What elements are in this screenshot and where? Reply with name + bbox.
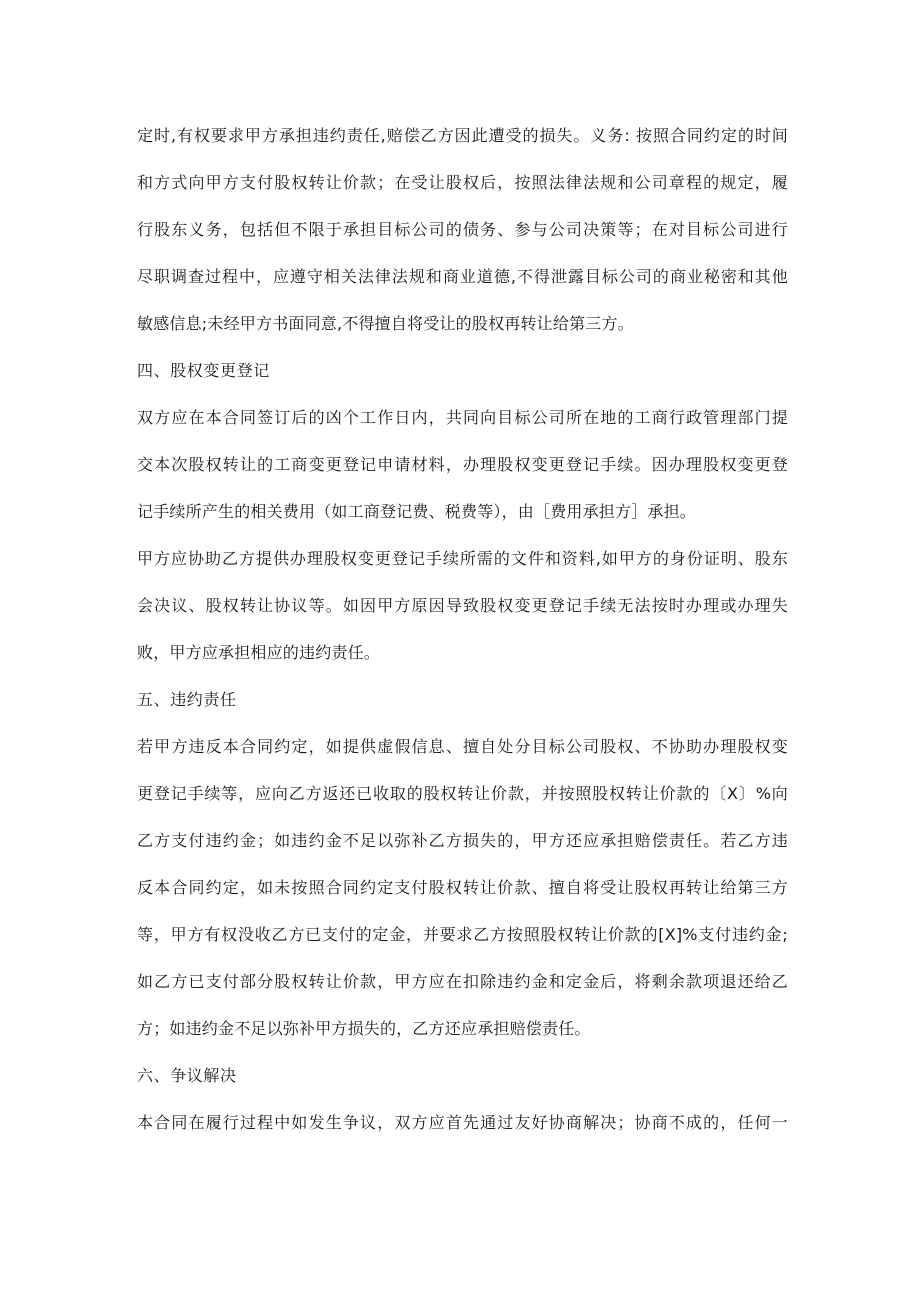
text-line: 如乙方已支付部分股权转让价款，甲方应在扣除违约金和定金后，将剩余款项退还给乙 <box>137 972 788 991</box>
text-line: 反本合同约定，如未按照合同约定支付股权转让价款、擅自将受让股权再转让给第三方 <box>137 878 788 897</box>
text-line: 方；如违约金不足以弥补甲方损失的，乙方还应承担赔偿责任。 <box>137 1019 591 1038</box>
text-line: 会决议、股权转让协议等。如因甲方原因导致股权变更登记手续无法按时办理或办理失 <box>137 596 788 615</box>
text-line: 本合同在履行过程中如发生争议，双方应首先通过友好协商解决；协商不成的，任何一 <box>137 1113 788 1132</box>
text-line: 甲方应协助乙方提供办理股权变更登记手续所需的文件和资料,如甲方的身份证明、股东 <box>137 549 788 568</box>
text-line: 尽职调查过程中，应遵守相关法律法规和商业道德,不得泄露目标公司的商业秘密和其他 <box>137 267 788 286</box>
text-line: 更登记手续等，应向乙方返还已收取的股权转让价款，并按照股权转让价款的〔X〕%向 <box>137 784 788 803</box>
section-heading: 五、违约责任 <box>137 690 237 709</box>
document-body <box>137 112 788 1146</box>
section-heading: 四、股权变更登记 <box>137 361 270 380</box>
section-heading: 六、争议解决 <box>137 1066 237 1085</box>
text-line: 定时,有权要求甲方承担违约责任,赔偿乙方因此遭受的损失。义务: 按照合同约定的时间 <box>137 126 788 145</box>
text-line: 敏感信息;未经甲方书面同意,不得擅自将受让的股权再转让给第三方。 <box>137 314 634 333</box>
text-line: 等，甲方有权没收乙方已支付的定金，并要求乙方按照股权转让价款的[X]%支付违约金; <box>137 925 788 944</box>
text-line: 乙方支付违约金；如违约金不足以弥补乙方损失的，甲方还应承担赔偿责任。若乙方违 <box>137 831 788 850</box>
text-line: 双方应在本合同签订后的凶个工作日内，共同向目标公司所在地的工商行政管理部门提 <box>137 408 788 427</box>
text-line: 败，甲方应承担相应的违约责任。 <box>137 643 381 662</box>
text-line: 行股东义务，包括但不限于承担目标公司的债务、参与公司决策等；在对目标公司进行 <box>137 220 788 239</box>
text-line: 若甲方违反本合同约定，如提供虚假信息、擅自处分目标公司股权、不协助办理股权变 <box>137 737 788 756</box>
text-line: 记手续所产生的相关费用（如工商登记费、税费等），由［费用承担方］承担。 <box>137 502 697 521</box>
text-line: 交本次股权转让的工商变更登记申请材料，办理股权变更登记手续。因办理股权变更登 <box>137 455 788 474</box>
text-line: 和方式向甲方支付股权转让价款；在受让股权后，按照法律法规和公司章程的规定，履 <box>137 173 788 192</box>
